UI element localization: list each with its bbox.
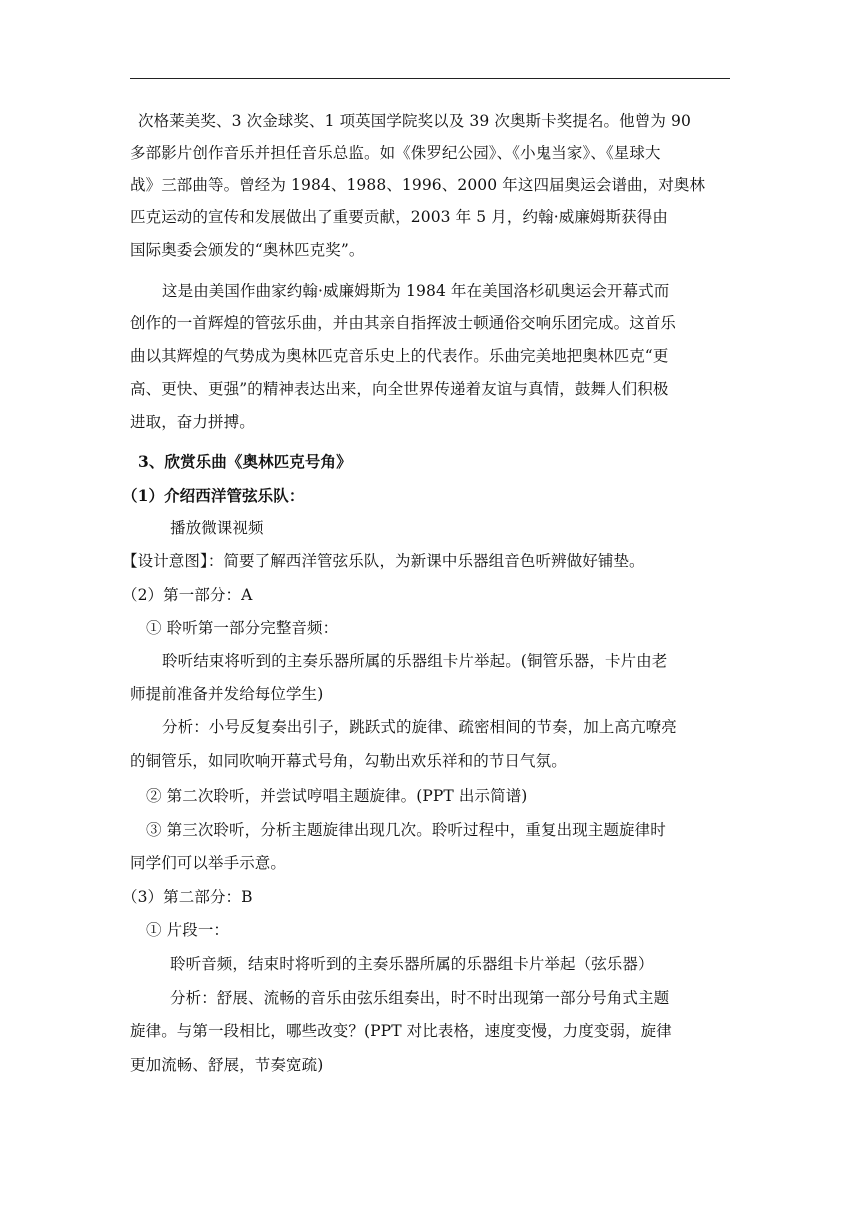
design-intent-line: 【设计意图】：简要了解西洋管弦乐队，为新课中乐器组音色听辨做好铺垫。 [122,552,645,570]
paragraph-line: 聆听结束将听到的主奏乐器所属的乐器组卡片举起。(铜管乐器，卡片由老 [162,652,668,670]
paragraph-line: 创作的一首辉煌的管弦乐曲，并由其亲自指挥波士顿通俗交响乐团完成。这首乐 [130,314,677,332]
paragraph-line: 同学们可以举手示意。 [130,854,287,872]
paragraph-line: 更加流畅、舒展，节奏宽疏) [130,1056,324,1074]
paragraph-line: 曲以其辉煌的气势成为奥林匹克音乐史上的代表作。乐曲完美地把奥林匹克“更 [130,347,669,365]
step-line: ① 片段一： [146,921,230,939]
paragraph-line: 多部影片创作音乐并担任音乐总监。如《侏罗纪公园》、《小鬼当家》、《星球大 [130,144,661,162]
step-line: ① 聆听第一部分完整音频： [146,619,339,637]
paragraph-line: 旋律。与第一段相比，哪些改变？(PPT 对比表格，速度变慢，力度变弱，旋律 [130,1022,672,1040]
step-line: ② 第二次聆听，并尝试哼唱主题旋律。(PPT 出示简谱) [146,787,528,805]
paragraph-line: 师提前准备并发给每位学生) [130,685,324,703]
paragraph-line: 进取，奋力拼搏。 [130,413,255,431]
paragraph-line: 分析：舒展、流畅的音乐由弦乐组奏出，时不时出现第一部分号角式主题 [170,989,670,1007]
paragraph-line: 国际奥委会颁发的“奥林匹克奖”。 [130,241,365,259]
header-rule [130,78,730,79]
step-line: ③ 第三次聆听，分析主题旋律出现几次。聆听过程中，重复出现主题旋律时 [146,821,666,839]
subsection-heading: （3）第二部分：B [122,888,253,906]
paragraph-line: 分析：小号反复奏出引子，跳跃式的旋律、疏密相间的节奏，加上高亢嘹亮 [162,718,677,736]
paragraph-line: 次格莱美奖、3 次金球奖、1 项英国学院奖以及 39 次奥斯卡奖提名。他曾为 90 [138,112,691,130]
paragraph-line: 匹克运动的宣传和发展做出了重要贡献，2003 年 5 月，约翰·威廉姆斯获得由 [130,208,668,226]
paragraph-line: 这是由美国作曲家约翰·威廉姆斯为 1984 年在美国洛杉矶奥运会开幕式而 [162,282,670,300]
paragraph-line: 战》三部曲等。曾经为 1984、1988、1996、2000 年这四届奥运会谱曲，对奥林 [130,176,706,194]
paragraph-line: 高、更快、更强”的精神表达出来，向全世界传递着友谊与真情，鼓舞人们积极 [130,380,669,398]
subsection-heading: （2）第一部分：A [122,586,253,604]
subsection-heading: （1）介绍西洋管弦乐队： [122,486,305,505]
paragraph-line: 播放微课视频 [170,519,264,537]
paragraph-line: 聆听音频，结束时将听到的主奏乐器所属的乐器组卡片举起（弦乐器） [170,955,654,973]
section-heading: 3、欣赏乐曲《奥林匹克号角》 [138,452,352,471]
paragraph-line: 的铜管乐，如同吹响开幕式号角，勾勒出欢乐祥和的节日气氛。 [130,752,567,770]
